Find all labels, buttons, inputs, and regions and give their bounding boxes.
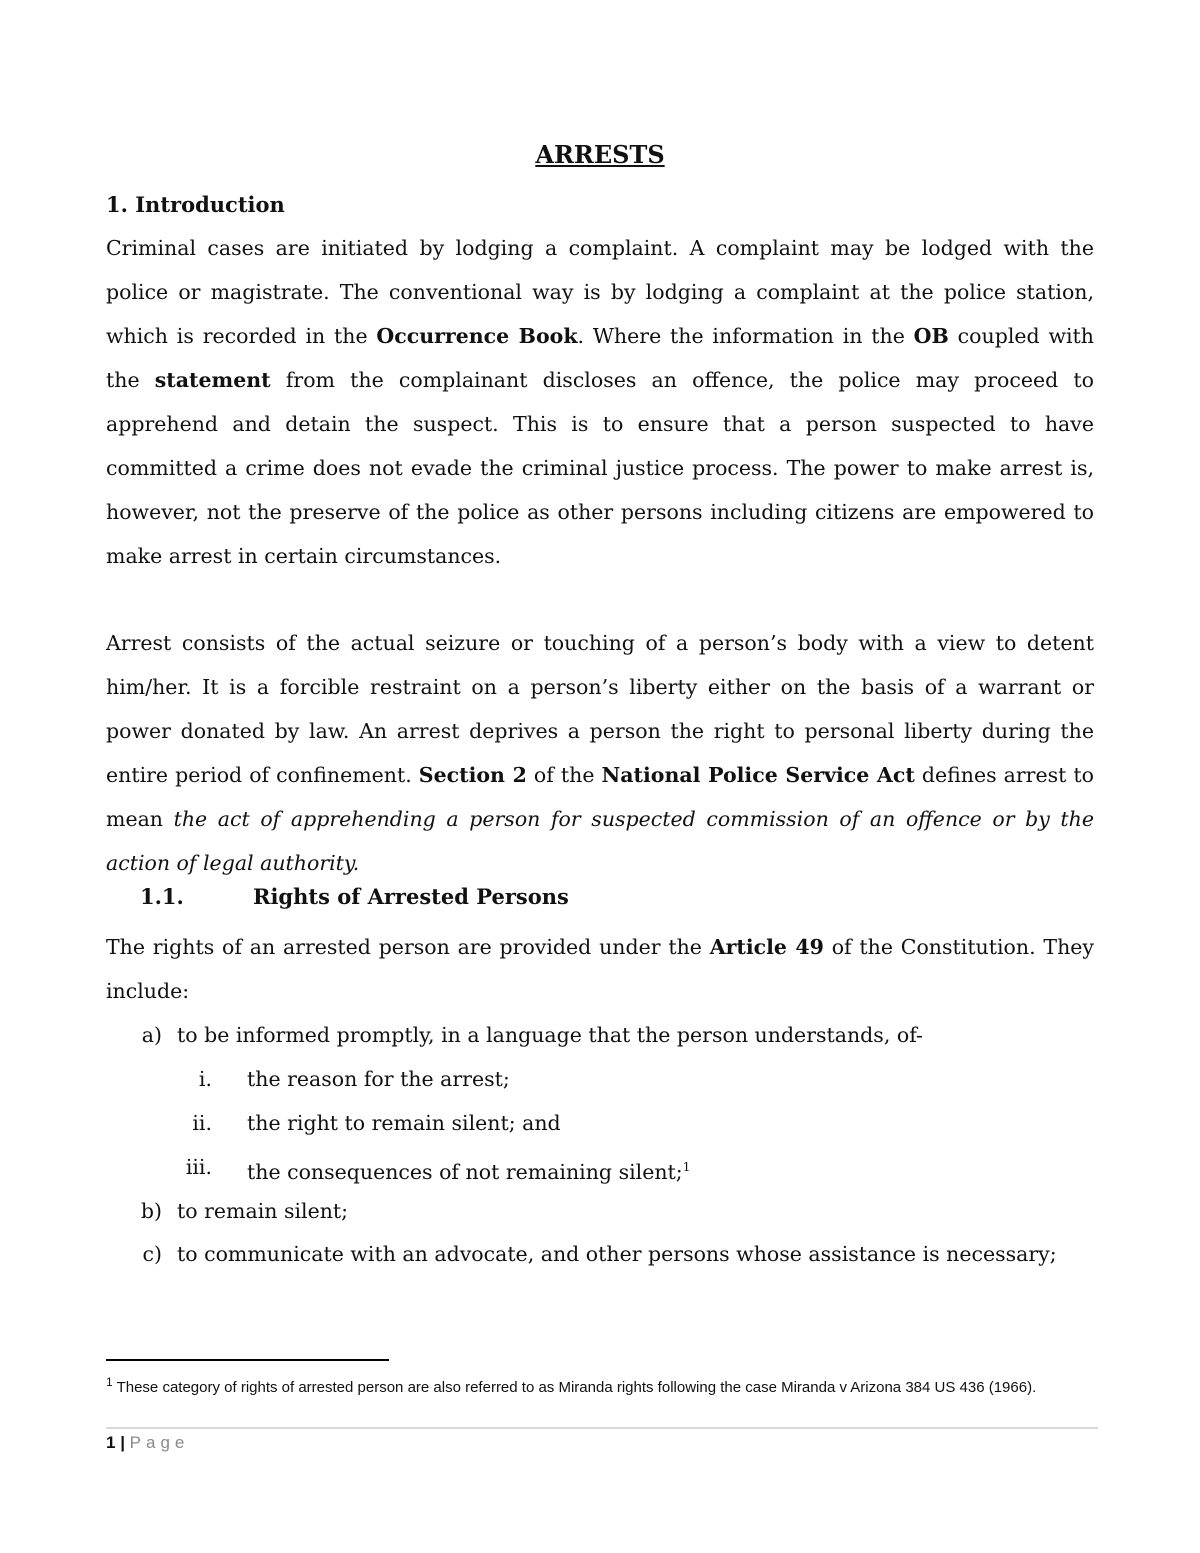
sublist-marker: ii.: [192, 1111, 212, 1135]
paragraph-arrest-definition: Arrest consists of the actual seizure or touching of a person’s body with a view to detent him/her. It is a forcible restraint on a person’s liberty either on the basis of a warrant or power donated by law. An arrest deprives a person the right to personal liberty during the entire period of confinement. Section 2 of the National Police Service Act defines arrest to mean the act of apprehending a person for suspected commission of an offence or by the action of legal authority.: [106, 631, 1094, 875]
paragraph-introduction: Criminal cases are initiated by lodging a complaint. A complaint may be lodged with the police or magistrate. The conventional way is by lodging a complaint at the police station, which is recorded in the Occurrence Book. Where the information in the OB coupled with the statement from the complainant discloses an offence, the police may proceed to apprehend and detain the suspect. This is to ensure that a person suspected to have committed a crime does not evade the criminal justice process. The power to make arrest is, however, not the preserve of the police as other persons including citizens are empowered to make arrest in certain circumstances.: [106, 236, 1094, 568]
footer-separator-bar: |: [115, 1433, 130, 1452]
term-statement: statement: [154, 368, 271, 392]
page-footer: [106, 1433, 189, 1453]
list-marker: c): [142, 1242, 162, 1266]
list-item: to remain silent;: [177, 1199, 349, 1223]
sublist-item: the consequences of not remaining silent;$^1$: [247, 1159, 691, 1184]
term-national-police-service-act: National Police Service Act: [601, 763, 915, 787]
list-item: to be informed promptly, in a language that the person understands, of-: [177, 1023, 923, 1047]
sublist-item: the right to remain silent; and: [247, 1111, 561, 1135]
list-marker: a): [141, 1023, 162, 1047]
list-item: to communicate with an advocate, and other persons whose assistance is necessary;: [177, 1242, 1057, 1266]
list-marker: b): [140, 1199, 162, 1223]
term-ob: OB: [913, 324, 949, 348]
footnote-number: 1: [106, 1375, 113, 1389]
page-label: Page: [129, 1433, 190, 1452]
section-heading-introduction: 1. Introduction: [106, 192, 285, 217]
sublist-marker: i.: [198, 1067, 212, 1091]
footnote-reference[interactable]: 1: [682, 1160, 691, 1174]
arrest-definition-quote: the act of apprehending a person for suspected commission of an offence or by the action of legal authority.: [106, 807, 1094, 875]
sublist-item: the reason for the arrest;: [247, 1067, 510, 1091]
footer-separator: [106, 1427, 1098, 1429]
paragraph-rights-intro: The rights of an arrested person are provided under the Article 49 of the Constitution. They include:: [106, 935, 1094, 1003]
page-number: 1: [106, 1433, 116, 1452]
term-occurrence-book: Occurrence Book: [376, 324, 578, 348]
subsection-number: 1.1.: [140, 884, 184, 909]
document-title: ARRESTS: [535, 140, 665, 169]
term-article-49: Article 49: [709, 935, 824, 959]
subsection-heading-rights: Rights of Arrested Persons: [253, 884, 569, 909]
footnote: $^1$ These category of rights of arrested person are also referred to as Miranda rights following the case Miranda v Arizona 384 US 436 (1966).: [106, 1375, 1037, 1396]
term-section-2: Section 2: [418, 763, 527, 787]
footnote-separator: [106, 1359, 389, 1361]
sublist-marker: iii.: [185, 1155, 212, 1179]
